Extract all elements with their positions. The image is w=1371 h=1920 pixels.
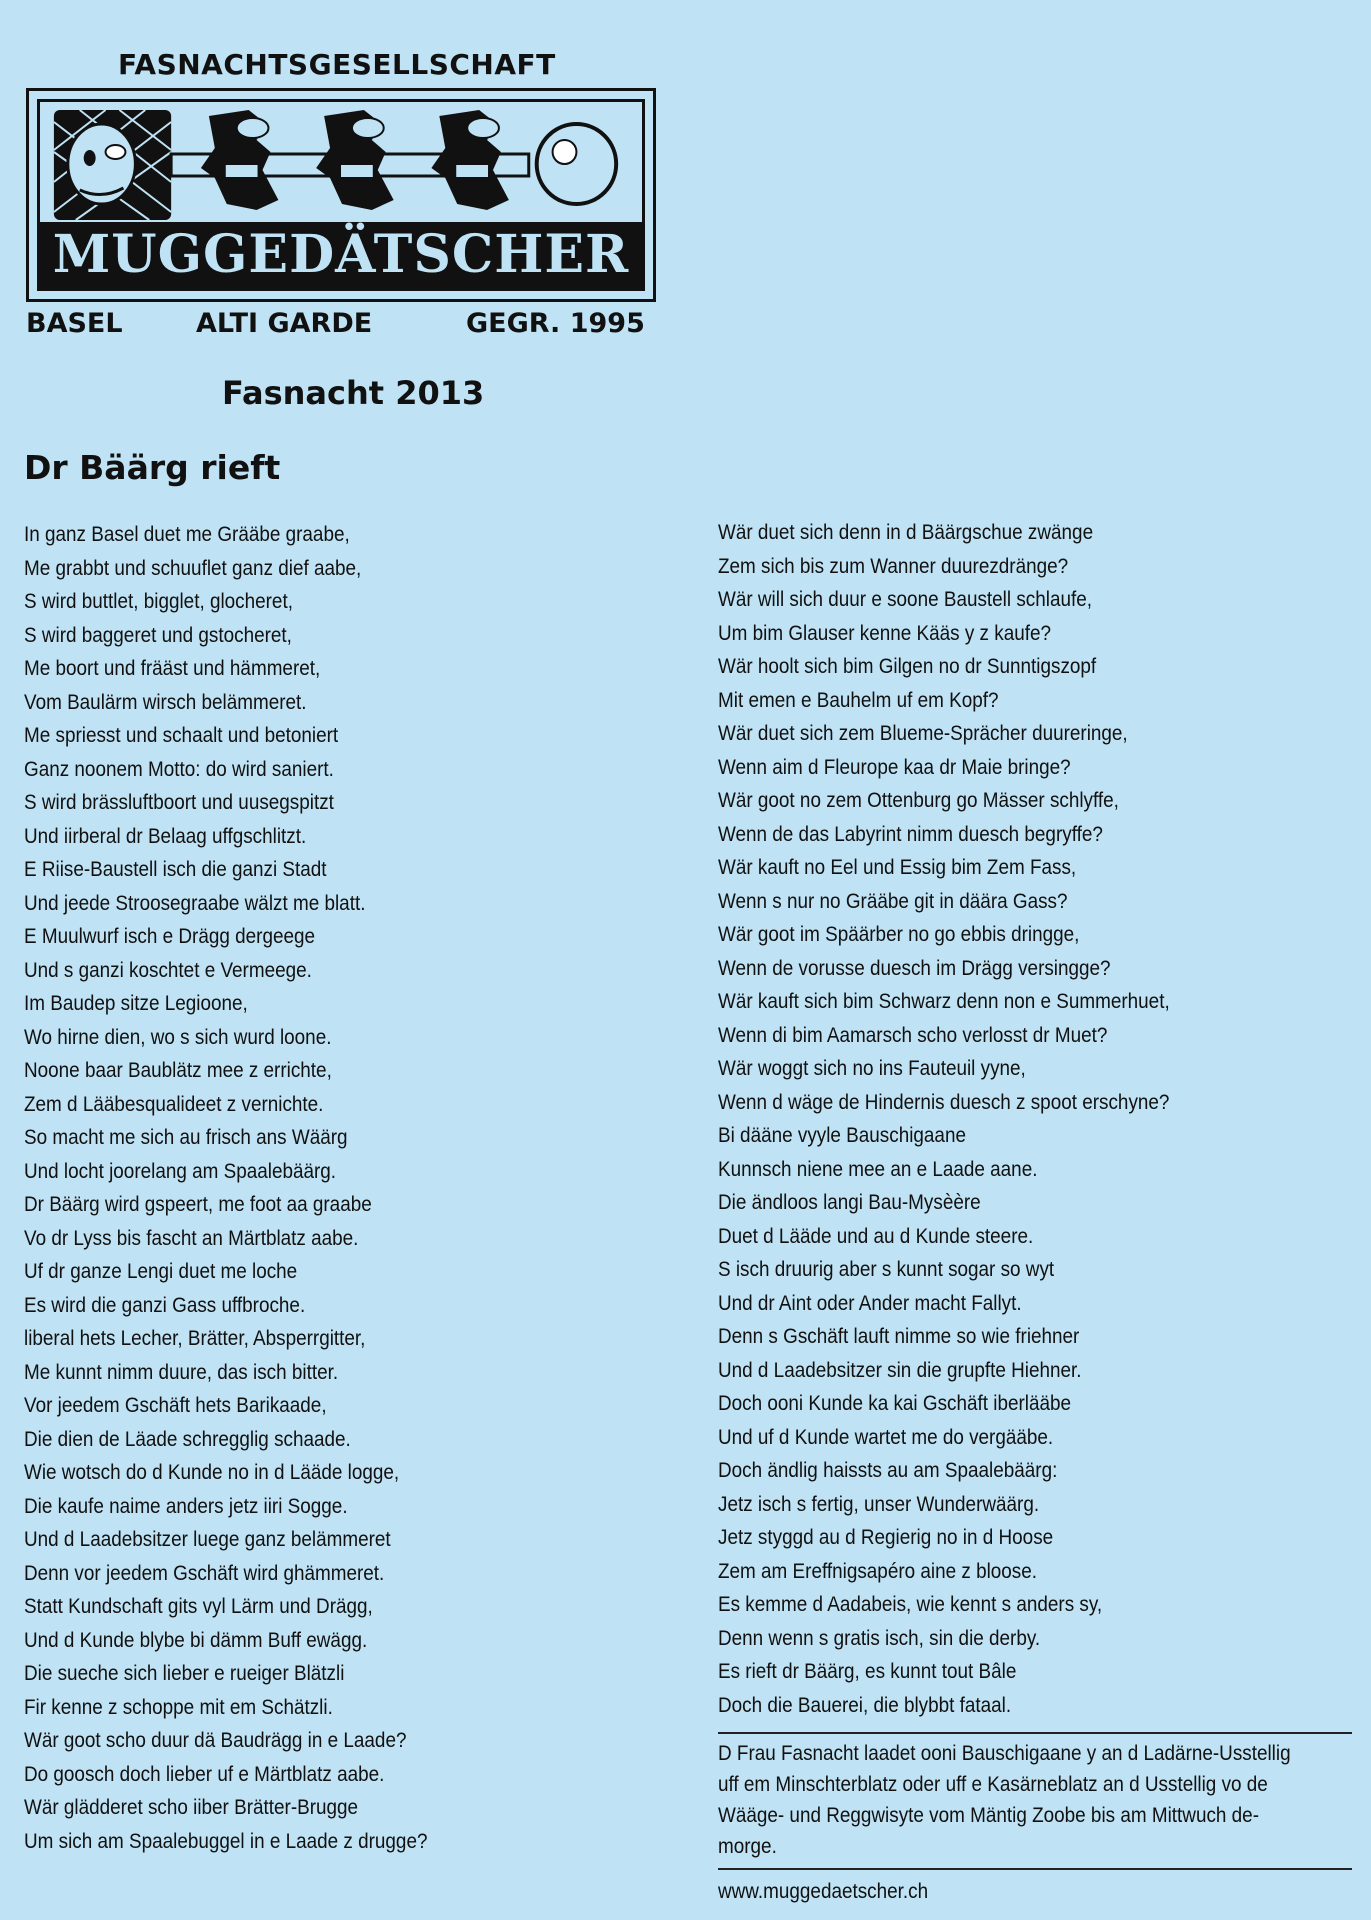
notice-top-divider	[718, 1732, 1352, 1734]
poem-line: Vo dr Lyss bis fascht an Märtblatz aabe.	[24, 1226, 359, 1250]
notice-line: uff em Minschterblatz oder uff e Kasärneblatz an d Usstellig vo de	[718, 1773, 1268, 1796]
poem-line: Denn s Gschäft lauft nimme so wie friehner	[718, 1325, 1080, 1348]
poem-line: Und locht joorelang am Spaalebäärg.	[24, 1159, 337, 1183]
poem-line: Es rieft dr Bäärg, es kunnt tout Bâle	[718, 1660, 1017, 1683]
poem-line: Wär duet sich denn in d Bäärgschue zwänge	[718, 521, 1094, 544]
poem-title: Dr Bäärg rieft	[24, 448, 281, 487]
poem-line: Dr Bäärg wird gspeert, me foot aa graabe	[24, 1193, 372, 1216]
poem-line: Und jeede Stroosegraabe wälzt me blatt.	[24, 891, 366, 915]
poem-line: Es kemme d Aadabeis, wie kennt s anders sy,	[718, 1593, 1103, 1616]
poem-line: Jetz isch s fertig, unser Wunderwäärg.	[718, 1492, 1040, 1516]
poem-line: Und iirberal dr Belaag uffgschlitzt.	[24, 824, 307, 848]
poem-line: Doch ändlig haissts au am Spaalebäärg:	[718, 1459, 1058, 1482]
poem-line: Und uf d Kunde wartet me do vergääbe.	[718, 1425, 1054, 1449]
poem-line: Wär duet sich zem Blueme-Sprächer duureringe,	[718, 722, 1128, 745]
poem-line: Kunnsch niene mee an e Laade aane.	[718, 1157, 1038, 1181]
poem-line: Wär kauft no Eel und Essig bim Zem Fass,	[718, 856, 1077, 879]
poem-line: E Muulwurf isch e Drägg dergeege	[24, 925, 316, 948]
poem-line: Wär goot no zem Ottenburg go Mässer schlyffe,	[718, 789, 1119, 812]
club-subtitle-row	[26, 308, 666, 344]
poem-line: Wenn de vorusse duesch im Drägg versingge?	[718, 956, 1111, 980]
club-group: ALTI GARDE	[196, 308, 373, 339]
poem-line: Und dr Aint oder Ander macht Fallyt.	[718, 1291, 1022, 1315]
club-logo	[26, 88, 656, 302]
poem-line: Zem am Ereffnigsapéro aine z bloose.	[718, 1559, 1038, 1583]
poem-line: Und d Laadebsitzer sin die grupfte Hiehner.	[718, 1358, 1082, 1382]
poem-line: Wär will sich duur e soone Baustell schlaufe,	[718, 588, 1092, 611]
poem-line: Wär glädderet scho iiber Brätter-Brugge	[24, 1796, 359, 1819]
poem-line: Do goosch doch lieber uf e Märtblatz aabe.	[24, 1762, 385, 1786]
poem-line: Wenn aim d Fleurope kaa dr Maie bringe?	[718, 755, 1071, 779]
poem-line: Wenn s nur no Grääbe git in däära Gass?	[718, 889, 1068, 913]
poem-line: Zem d Lääbesqualideet z vernichte.	[24, 1092, 324, 1116]
poem-line: Es wird die ganzi Gass uffbroche.	[24, 1293, 306, 1317]
poem-line: Ganz noonem Motto: do wird saniert.	[24, 757, 334, 781]
poem-line: Wie wotsch do d Kunde no in d Lääde logge,	[24, 1461, 400, 1484]
poem-line: Und d Kunde blybe bi dämm Buff ewägg.	[24, 1628, 368, 1652]
poem-line: Jetz styggd au d Regierig no in d Hoose	[718, 1526, 1054, 1549]
poem-line: Wenn di bim Aamarsch scho verlosst dr Muet?	[718, 1023, 1108, 1047]
poem-line: Und s ganzi koschtet e Vermeege.	[24, 958, 312, 982]
website-link[interactable]: www.muggedaetscher.ch	[718, 1880, 929, 1903]
notice-bottom-divider	[718, 1868, 1352, 1870]
notice-line: Wääge- und Reggwisyte vom Mäntig Zoobe bis am Mittwuch de-	[718, 1804, 1259, 1827]
poem-line: Wenn de das Labyrint nimm duesch begryffe?	[718, 822, 1103, 846]
poem-line: Doch die Bauerei, die blybbt fataal.	[718, 1693, 1012, 1717]
poem-line: Die ändloos langi Bau-Mysèère	[718, 1191, 981, 1214]
poem-column-right	[718, 516, 1170, 1722]
poem-line: Wär goot scho duur dä Baudrägg in e Laade?	[24, 1729, 407, 1752]
org-name: FASNACHTSGESELLSCHAFT	[118, 48, 556, 81]
notice-line: D Frau Fasnacht laadet ooni Bauschigaane y an d Ladärne-Usstellig	[718, 1742, 1291, 1765]
poem-line: Die dien de Läade schregglig schaade.	[24, 1427, 351, 1451]
poem-line: Statt Kundschaft gits vyl Lärm und Drägg,	[24, 1595, 373, 1618]
poem-line: Wär kauft sich bim Schwarz denn non e Summerhuet,	[718, 990, 1170, 1013]
poem-line: Die kaufe naime anders jetz iiri Sogge.	[24, 1494, 348, 1518]
poem-line: S wird buttlet, bigglet, glocheret,	[24, 590, 293, 613]
poem-line: S wird brässluftboort und uusegspitzt	[24, 791, 334, 814]
logo-wordmark: MUGGEDÄTSCHER	[40, 222, 642, 288]
poem-line: Duet d Lääde und au d Kunde steere.	[718, 1224, 1034, 1248]
poem-line: Vom Baulärm wirsch belämmeret.	[24, 690, 307, 714]
poem-line: Doch ooni Kunde ka kai Gschäft iberlääbe	[718, 1392, 1072, 1415]
poem-line: Me kunnt nimm duure, das isch bitter.	[24, 1360, 339, 1384]
poem-line: E Riise-Baustell isch die ganzi Stadt	[24, 858, 327, 881]
poem-line: Wo hirne dien, wo s sich wurd loone.	[24, 1025, 332, 1049]
poem-line: Vor jeedem Gschäft hets Barikaade,	[24, 1394, 327, 1417]
poem-line: Wär woggt sich no ins Fauteuil yyne,	[718, 1057, 1026, 1080]
poem-line: Me spriesst und schaalt und betoniert	[24, 724, 339, 747]
notice-line: morge.	[718, 1835, 777, 1858]
poem-line: Uf dr ganze Lengi duet me loche	[24, 1260, 298, 1283]
poem-line: Und d Laadebsitzer luege ganz belämmeret	[24, 1528, 391, 1551]
poem-line: S wird baggeret und gstocheret,	[24, 623, 292, 647]
poem-line: Im Baudep sitze Legioone,	[24, 992, 248, 1015]
poem-line: In ganz Basel duet me Grääbe graabe,	[24, 523, 350, 546]
poem-line: Fir kenne z schoppe mit em Schätzli.	[24, 1695, 333, 1719]
poem-line: Denn vor jeedem Gschäft wird ghämmeret.	[24, 1561, 385, 1585]
poem-line: liberal hets Lecher, Brätter, Absperrgitter,	[24, 1327, 366, 1350]
club-founded: GEGR. 1995	[466, 308, 645, 339]
poem-line: S isch druurig aber s kunnt sogar so wyt	[718, 1258, 1055, 1281]
poem-line: Wär hoolt sich bim Gilgen no dr Sunntigszopf	[718, 655, 1097, 678]
poem-line: Noone baar Baublätz mee z errichte,	[24, 1059, 332, 1082]
poem-line: Um sich am Spaalebuggel in e Laade z drugge?	[24, 1829, 428, 1853]
poem-line: Bi dääne vyyle Bauschigaane	[718, 1124, 966, 1147]
poem-line: Die sueche sich lieber e rueiger Blätzli	[24, 1662, 345, 1685]
logo-frame	[37, 99, 645, 291]
poem-line: Wär goot im Späärber no go ebbis dringge,	[718, 923, 1080, 946]
club-city: BASEL	[26, 308, 123, 339]
poem-line: Um bim Glauser kenne Kääs y z kaufe?	[718, 621, 1052, 645]
poem-line: Me boort und frääst und hämmeret,	[24, 657, 321, 680]
poem-line: Denn wenn s gratis isch, sin die derby.	[718, 1626, 1041, 1650]
poem-column-left	[24, 518, 427, 1858]
poem-line: So macht me sich au frisch ans Wäärg	[24, 1126, 348, 1149]
logo-illustration	[40, 102, 642, 228]
event-title: Fasnacht 2013	[222, 374, 485, 412]
poem-line: Zem sich bis zum Wanner duurezdränge?	[718, 554, 1069, 578]
poem-line: Me grabbt und schuuflet ganz dief aabe,	[24, 556, 362, 580]
notice-block	[718, 1738, 1366, 1862]
poem-line: Mit emen e Bauhelm uf em Kopf?	[718, 688, 999, 712]
poem-line: Wenn d wäge de Hindernis duesch z spoot erschyne?	[718, 1090, 1170, 1114]
